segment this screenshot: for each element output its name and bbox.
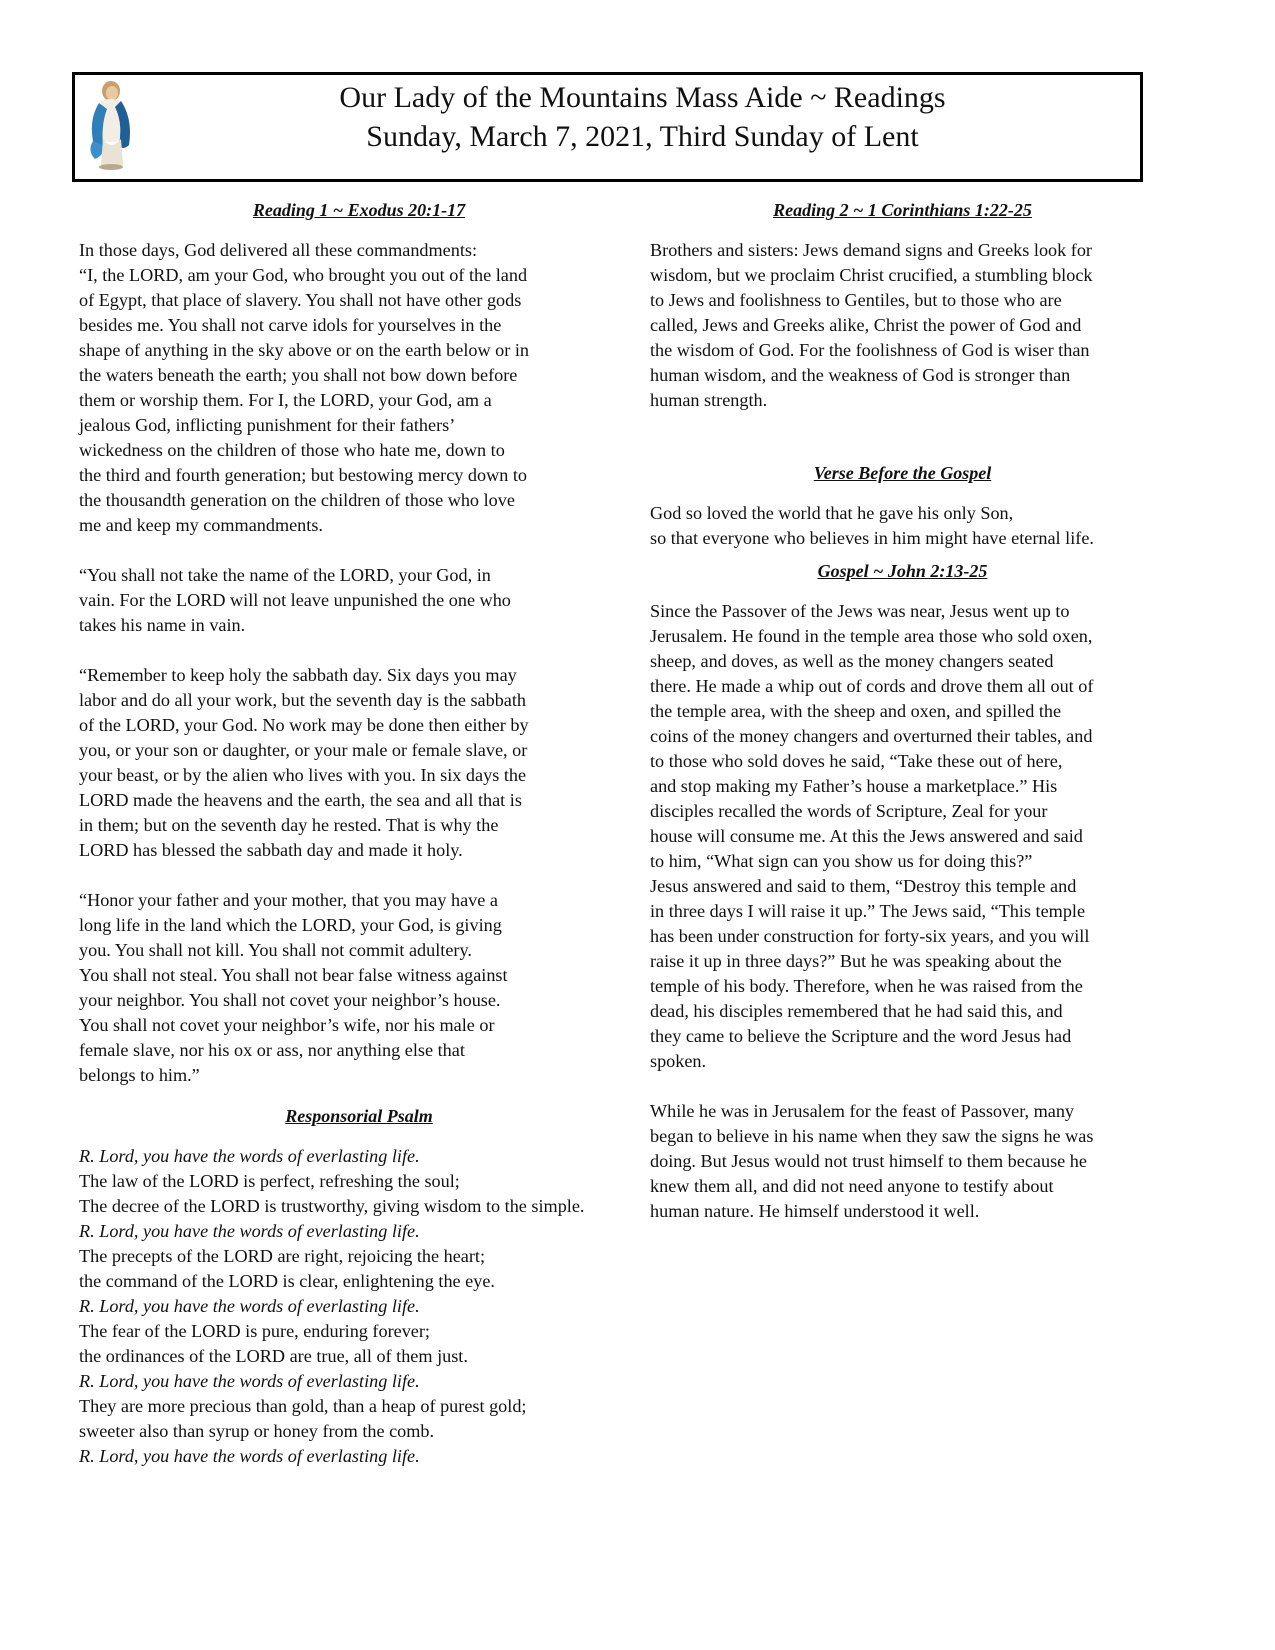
psalm-verse-line: the command of the LORD is clear, enlightening the eye. xyxy=(79,1271,495,1291)
madonna-figure-icon xyxy=(81,79,139,171)
psalm-lines xyxy=(79,1144,639,1469)
verse-heading: Verse Before the Gospel xyxy=(813,463,992,483)
psalm-response-line: R. Lord, you have the words of everlasting life. xyxy=(79,1446,420,1466)
psalm-verse-line: They are more precious than gold, than a heap of purest gold; xyxy=(79,1396,527,1416)
reading1-paragraph: “You shall not take the name of the LORD, your God, in vain. For the LORD will not leave unpunished the one who takes his name in vain. xyxy=(79,565,511,635)
page-title: Our Lady of the Mountains Mass Aide ~ Readings xyxy=(339,81,946,114)
psalm-heading: Responsorial Psalm xyxy=(285,1106,433,1126)
gospel-paragraph: Since the Passover of the Jews was near, Jesus went up to Jerusalem. He found in the temple area those who sold oxen, sheep, and doves, as well as the money changers seated there. He made a whip out of cords and drove them all out of the temple area, with the sheep and oxen, and spilled the coins of the money changers and overturned their tables, and to those who sold doves he said, “Take these out of here, and stop making my Father’s house a marketplace.” His disciples recalled the words of Scripture, Zeal for your house will consume me. At this the Jews answered and said to him, “What sign can you show us for doing this?” Jesus answered and said to them, “Destroy this temple and in three days I will raise it up.” The Jews said, “This temple has been under construction for forty-six years, and you will raise it up in three days?” But he was speaking about the temple of his body. Therefore, when he was raised from the dead, his disciples remembered that he had said this, and they came to believe the Scripture and the word Jesus had spoken. xyxy=(650,601,1094,1071)
psalm-verse-line: The law of the LORD is perfect, refreshing the soul; xyxy=(79,1171,460,1191)
reading2-heading: Reading 2 ~ 1 Corinthians 1:22-25 xyxy=(773,200,1032,220)
psalm-response-line: R. Lord, you have the words of everlasting life. xyxy=(79,1371,420,1391)
psalm-response-line: R. Lord, you have the words of everlasting life. xyxy=(79,1296,420,1316)
reading1-heading: Reading 1 ~ Exodus 20:1-17 xyxy=(252,200,466,220)
header-box xyxy=(72,72,1143,182)
reading2-text: Brothers and sisters: Jews demand signs and Greeks look for wisdom, but we proclaim Christ crucified, a stumbling block to Jews and foolishness to Gentiles, but to those who are called, Jews and Greeks alike, Christ the power of God and the wisdom of God. For the foolishness of God is wiser than human wisdom, and the weakness of God is stronger than human strength. xyxy=(650,240,1093,410)
right-column xyxy=(650,196,1155,1224)
psalm-response-line: R. Lord, you have the words of everlasting life. xyxy=(79,1221,420,1241)
psalm-verse-line: The decree of the LORD is trustworthy, giving wisdom to the simple. xyxy=(79,1196,585,1216)
reading1-paragraph: “Honor your father and your mother, that you may have a long life in the land which the LORD, your God, is giving you. You shall not kill. You shall not commit adultery. You shall not steal. You shall not bear false witness against your neighbor. You shall not covet your neighbor’s house. You shall not covet your neighbor’s wife, nor his male or female slave, nor his ox or ass, nor anything else that belongs to him.” xyxy=(79,890,508,1085)
psalm-verse-line: the ordinances of the LORD are true, all of them just. xyxy=(79,1346,468,1366)
psalm-response-line: R. Lord, you have the words of everlasting life. xyxy=(79,1146,420,1166)
psalm-verse-line: The fear of the LORD is pure, enduring forever; xyxy=(79,1321,430,1341)
page-subtitle-date: Sunday, March 7, 2021, Third Sunday of Lent xyxy=(366,120,919,153)
psalm-verse-line: sweeter also than syrup or honey from the comb. xyxy=(79,1421,435,1441)
gospel-heading: Gospel ~ John 2:13-25 xyxy=(817,561,988,581)
verse-text: God so loved the world that he gave his only Son, so that everyone who believes in him might have eternal life. xyxy=(650,503,1094,548)
left-column xyxy=(79,196,639,1469)
gospel-paragraph: While he was in Jerusalem for the feast of Passover, many began to believe in his name when they saw the signs he was doing. But Jesus would not trust himself to them because he knew them all, and did not need anyone to testify about human nature. He himself understood it well. xyxy=(650,1101,1094,1221)
reading1-paragraph: “Remember to keep holy the sabbath day. Six days you may labor and do all your work, but the seventh day is the sabbath of the LORD, your God. No work may be done then either by you, or your son or daughter, or your male or female slave, or your beast, or by the alien who lives with you. In six days the LORD made the heavens and the earth, the sea and all that is in them; but on the seventh day he rested. That is why the LORD has blessed the sabbath day and made it holy. xyxy=(79,665,529,860)
reading1-paragraph: In those days, God delivered all these commandments: “I, the LORD, am your God, who brought you out of the land of Egypt, that place of slavery. You shall not have other gods besides me. You shall not carve idols for yourselves in the shape of anything in the sky above or on the earth below or in the waters beneath the earth; you shall not bow down before them or worship them. For I, the LORD, your God, am a jealous God, inflicting punishment for their fathers’ wickedness on the children of those who hate me, down to the third and fourth generation; but bestowing mercy down to the thousandth generation on the children of those who love me and keep my commandments. xyxy=(79,240,530,535)
psalm-verse-line: The precepts of the LORD are right, rejoicing the heart; xyxy=(79,1246,486,1266)
